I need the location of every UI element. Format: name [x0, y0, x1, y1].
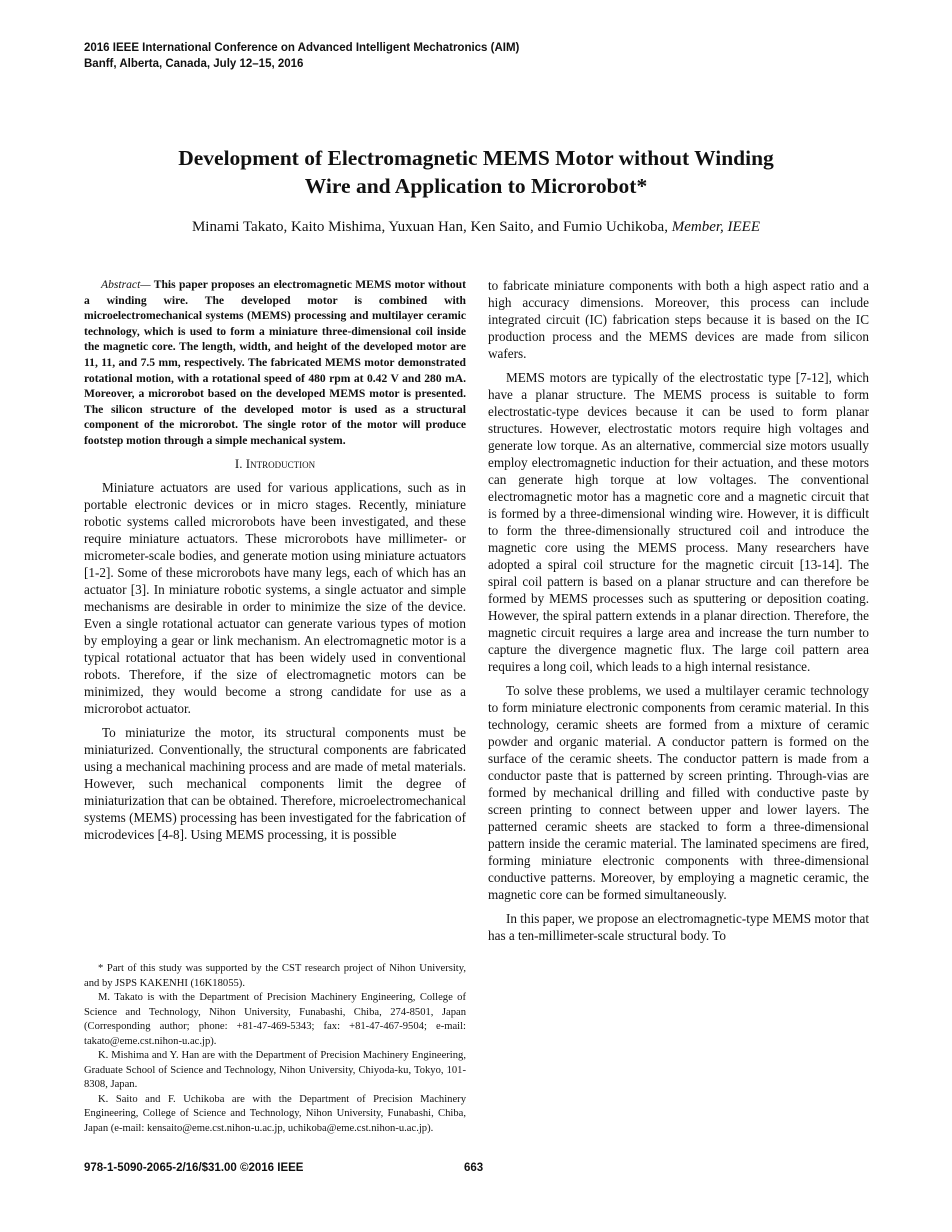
footnote-mishima-han: K. Mishima and Y. Han are with the Department of Precision Machinery Engineering, Graduate School of Science and Technology, Nihon University, Chiyoda-ku, Tokyo, 101-8308, Japan.	[84, 1050, 466, 1090]
footer-isbn: 978-1-5090-2065-2/16/$31.00 ©2016 IEEE	[84, 1162, 304, 1174]
section-number: I.	[234, 455, 246, 471]
section-title: Introduction	[245, 455, 316, 471]
intro-paragraph-2: To miniaturize the motor, its structural components must be miniaturized. Conventionally, the structural components are fabricated using a mechanical machining process and are made of metal materials. However, such mechanical components limit the degree of miniaturization that can be obtained. Therefore, microelectromechanical systems (MEMS) processing has been investigated for the fabrication of microdevices [4-8]. Using MEMS processing, it is possible	[84, 724, 466, 842]
footnotes	[84, 962, 466, 1136]
title-line-1: Development of Electromagnetic MEMS Motor without Winding	[178, 146, 774, 170]
intro-paragraph-2-continued: to fabricate miniature components with both a high aspect ratio and a high accuracy dimensions. Moreover, this process can include integrated circuit (IC) fabrication steps because it is based on the IC production process and the MEMS devices are made from silicon wafers.	[488, 278, 869, 361]
left-column	[84, 277, 466, 850]
right-column	[488, 277, 869, 951]
intro-paragraph-1: Miniature actuators are used for various applications, such as in portable electronic devices or in micro stages. Recently, miniature robotic systems called microrobots have been investigated, and these require miniature actuators. These microrobots have millimeter- or micrometer-scale bodies, and generate motion using miniature actuators [1-2]. Some of these microrobots have many legs, each of which has an actuator [3]. In miniature robotic systems, a single actuator and simple mechanisms are desirable in order to minimize the size of the device. Even a single rotational actuator can generate various types of motion by employing a gear or link mechanism. An electromagnetic motor is a typical rotational actuator that has been widely used in conventional robots. Therefore, if the size of electromagnetic motors can be minimized, they would become a strong candidate for use as a microrobot actuator.	[84, 479, 466, 716]
footnote-saito-uchikoba: K. Saito and F. Uchikoba are with the Department of Precision Machinery Engineering, College of Science and Technology, Nihon University, Funabashi, Chiba, Japan (e-mail: kensaito@eme.cst.nihon-u.ac.jp, uchikoba@eme.cst.nihon-u.ac.jp).	[84, 1093, 466, 1134]
author-names: Minami Takato, Kaito Mishima, Yuxuan Han, Ken Saito, and Fumio Uchikoba,	[191, 219, 672, 235]
footnote-funding: * Part of this study was supported by the CST research project of Nihon University, and by JSPS KAKENHI (16K18055).	[84, 963, 466, 989]
intro-paragraph-3: MEMS motors are typically of the electrostatic type [7-12], which have a planar structure. The MEMS process is suitable to form electrostatic-type devices because it can be used to form planar structures. However, electrostatic motors require high voltages and generate low torque. As an alternative, commercial size motors usually employ electromagnetic induction for their actuation, and these motors can generate high torque at low voltages. The conventional electromagnetic motor has a magnetic core and a magnetic circuit that is formed by a three-dimensional winding wire. However, it is difficult to form the three-dimensionally structured coil and introduce the magnetic core using the MEMS process. Many researchers have adopted a spiral coil structure for the magnetic circuit [13-14]. The spiral coil pattern is based on a planar structure and can therefore be formed by MEMS processes such as sputtering or deposition coating. However, the spiral pattern extends in a planar direction. Therefore, the magnetic circuit requires a large area and increase the turn number to capture the divergence magnetic flux. The large coil pattern area requires a long coil, which leads to a high internal resistance.	[488, 370, 869, 674]
paper-title	[84, 144, 868, 200]
conference-header	[84, 40, 519, 72]
author-membership: Member, IEEE	[671, 219, 761, 235]
footer-page-number: 663	[464, 1162, 484, 1174]
author-list	[84, 217, 868, 237]
intro-paragraph-5: In this paper, we propose an electromagnetic-type MEMS motor that has a ten-millimeter-scale structural body. To	[488, 911, 869, 943]
conference-location: Banff, Alberta, Canada, July 12–15, 2016	[84, 58, 304, 70]
abstract-lead: Abstract—	[101, 278, 151, 291]
intro-paragraph-4: To solve these problems, we used a multilayer ceramic technology to form miniature electronic components from ceramic material. In this technology, ceramic sheets are formed from a mixture of ceramic powder and organic material. A conductor pattern is formed on the surface of the ceramic sheets. The conductor pattern is made from a conductor paste that is patterned by screen printing. Through-vias are formed by mechanical drilling and filled with conductive paste by screen printing to connect between upper and lower layers. The patterned ceramic sheets are stacked to form a three-dimensional pattern inside the ceramic material. The laminated specimens are fired, forming miniature electronic components with three-dimensional conductive patterns. Moreover, by employing a magnetic ceramic, the magnetic core can be formed simultaneously.	[488, 683, 869, 902]
footnote-takato: M. Takato is with the Department of Precision Machinery Engineering, College of Science and Technology, Nihon University, Funabashi, Chiba, 274-8501, Japan (Corresponding author; phone: +81-47-469-5343; fax: +81-47-467-9504; e-mail: takato@eme.cst.nihon-u.ac.jp).	[84, 992, 466, 1047]
section-heading-introduction	[84, 455, 466, 472]
abstract	[84, 277, 466, 449]
conference-name: 2016 IEEE International Conference on Advanced Intelligent Mechatronics (AIM)	[84, 42, 520, 54]
abstract-text: This paper proposes an electromagnetic MEMS motor without a winding wire. The developed motor is combined with microelectromechanical systems (MEMS) processing and multilayer ceramic technology, which is used to form a miniature three-dimensional coil inside the magnetic core. The length, width, and height of the developed motor are 11, 11, and 7.5 mm, respectively. The fabricated MEMS motor demonstrated rotational motion, with a rotational speed of 480 rpm at 0.42 V and 280 mA. Moreover, a microrobot based on the developed MEMS motor is presented. The silicon structure of the developed motor is used as a structural component of the microrobot. The single rotor of the motor will produce footstep motion through a simple mechanical system.	[84, 278, 466, 447]
title-line-2: Wire and Application to Microrobot*	[304, 174, 648, 198]
